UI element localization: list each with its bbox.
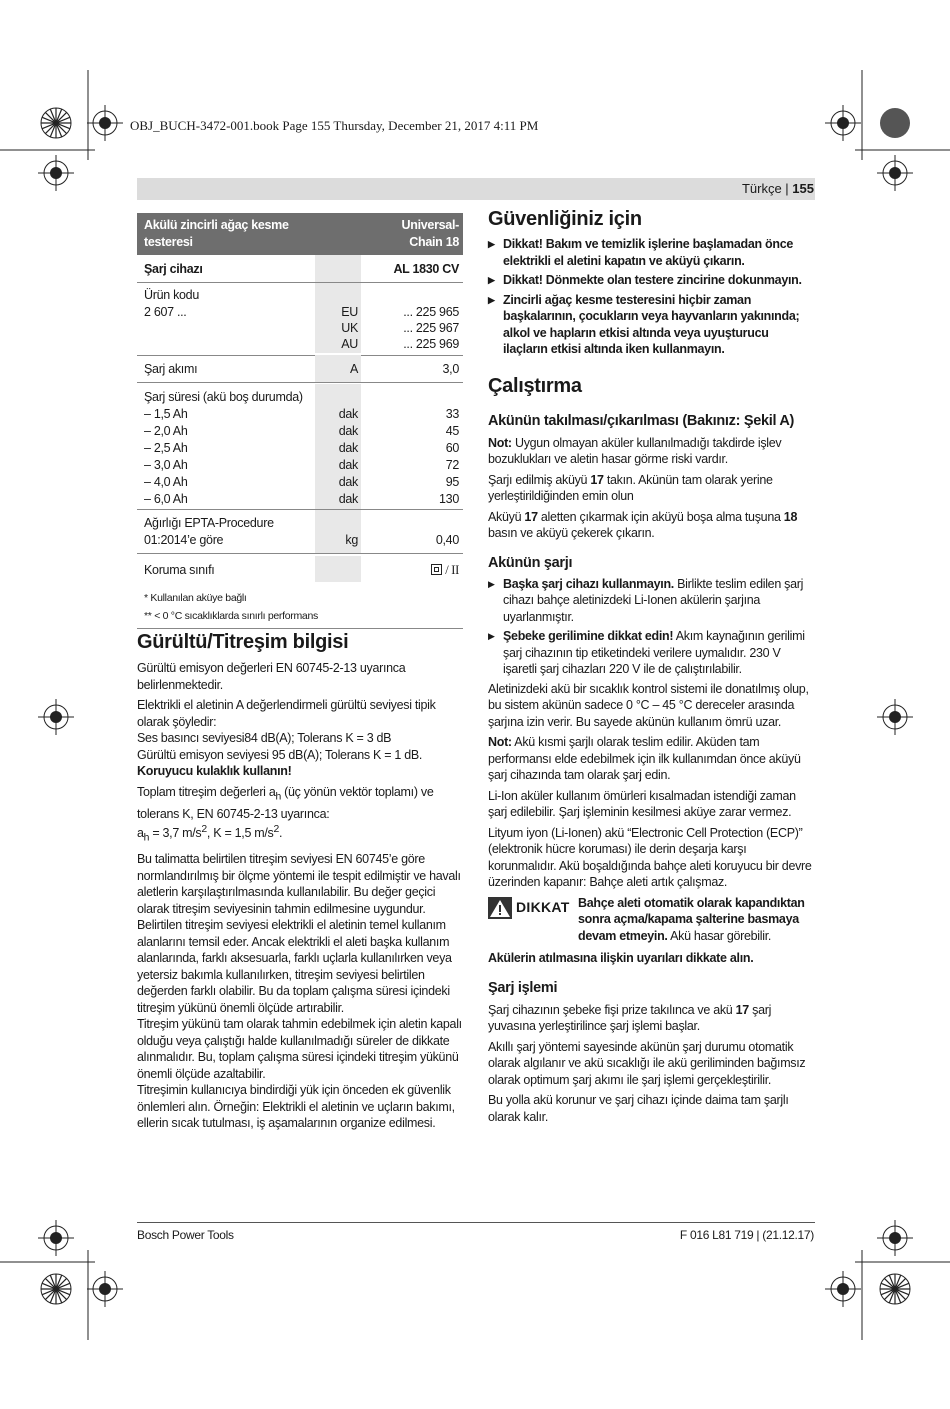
note-1: * Kullanılan aküye bağlı bbox=[144, 592, 247, 604]
registration-target-icon bbox=[825, 105, 861, 141]
ref-17: 17 bbox=[524, 509, 538, 524]
registration-target-icon bbox=[825, 1271, 861, 1307]
warning-block bbox=[488, 895, 815, 945]
registration-target-icon bbox=[87, 1271, 123, 1307]
v-sup: 2 bbox=[273, 824, 280, 835]
charge-time-label: Şarj süresi (akü boş durumda) bbox=[144, 390, 303, 404]
table-note bbox=[137, 590, 463, 608]
warning-label bbox=[488, 897, 570, 919]
warning-word: DIKKAT bbox=[516, 899, 570, 916]
registration-target-icon bbox=[87, 105, 123, 141]
time-unit: dak bbox=[338, 492, 358, 506]
region-uk: UK bbox=[341, 321, 358, 335]
noise-p5: Belirtilen titreşim seviyesi elektrikli el aletinin temel kullanım alanlarını temsil eder. Ancak elektrikli el aleti başka kullanım alanlarında, farklı aksesuarla, farklı uçlarla kullanılırken veya yetersiz bakımla kullanılırken, titreşim seviyesi belirtilen değerden farklı olabilir. Bu da toplam çalışma süresi içindeki titreşim yükünü önemli ölçüde artırabilir. bbox=[137, 918, 452, 1015]
time-unit: dak bbox=[338, 475, 358, 489]
t: aletten çıkarmak için aküyü boşa alma tuşuna bbox=[537, 509, 784, 524]
b: Başka şarj cihazı kullanmayın. bbox=[503, 576, 674, 591]
b: Şebeke gerilimine dikkat edin! bbox=[503, 629, 674, 643]
table-header-row bbox=[137, 213, 463, 255]
safety-bullet-1: ▶ Dikkat! Bakım ve temizlik işlerine başlamadan önce elektrikli el aletini kapatın ve aküyü çıkarın. bbox=[488, 236, 815, 269]
right-column bbox=[488, 207, 815, 1129]
protection-value bbox=[431, 562, 459, 579]
registration-target-icon bbox=[880, 1274, 910, 1304]
noise-p6: Titreşim yükünü tam olarak tahmin edebilmek için aletin kapalı olduğu veya çalıştığı halde kullanılmadığı süreler de dikkate alınmalıdır. Bu, toplam çalışma süresi içindeki titreşim yükünü önemli ölçüde azaltabilir. bbox=[137, 1017, 462, 1081]
registration-target-icon bbox=[38, 155, 74, 191]
weight-label: Ağırlığı EPTA-Procedure bbox=[144, 516, 274, 530]
v-text: (üç yönün vektör toplamı) ve tolerans K, EN 60745-2-13 uyarınca: bbox=[137, 784, 434, 821]
page-header: Türkçe | 155 bbox=[741, 181, 814, 196]
t: Akım kaynağının gerilimi şarj cihazının tip etiketindeki verilere uymalıdır. 230 V işaretli şarj cihazları 220 V ile de çalıştırılabilir. bbox=[503, 629, 805, 676]
time-val: 45 bbox=[445, 424, 459, 438]
registration-target-icon bbox=[877, 699, 913, 735]
time-val: 95 bbox=[445, 475, 459, 489]
note-label: Not: bbox=[488, 435, 512, 450]
disposal-note: Akülerin atılmasına ilişkin uyarıları dikkate alın. bbox=[488, 951, 754, 965]
noise-p4: Bu talimatta belirtilen titreşim seviyesi EN 60745’e göre normlandırılmış bir ölçme yöntemi ile tespit edilmiştir ve havalı aletlerin karşılaştırılmasında kullanılabilir. Bu değer geçici olarak titreşim seviyesinin tahmin edilmesine uygundur. bbox=[137, 852, 461, 916]
time-unit: dak bbox=[338, 424, 358, 438]
weight-value: 0,40 bbox=[435, 533, 459, 547]
note-label: Not: bbox=[488, 735, 512, 749]
code-au: ... 225 969 bbox=[403, 337, 459, 351]
noise-levels bbox=[137, 697, 463, 780]
noise-p2c: Gürültü emisyon seviyesi 95 dB(A); Tolerans K = 1 dB. bbox=[137, 747, 423, 762]
registration-target-icon bbox=[877, 1220, 913, 1256]
note-text: Uygun olmayan aküler kullanılmadığı takdirde işlev bozuklukları ve aletin hasar görme riski vardır. bbox=[488, 435, 782, 466]
charge-bullet-1 bbox=[488, 576, 815, 626]
table-row bbox=[137, 283, 463, 353]
region-au: AU bbox=[341, 337, 358, 351]
noise-p7: Titreşimin kullanıcıya bindirdiği yük için önceden ek güvenlik önlemleri alın. Örneğin: Elektrikli el aletinin ve uçların bakımı, ellerin sıcak tutulması, iş aşamalarının organize edilmesi. bbox=[137, 1083, 455, 1131]
registration-target-icon bbox=[41, 108, 71, 138]
time-val: 60 bbox=[445, 441, 459, 455]
battery-remove-text bbox=[488, 509, 815, 542]
time-cap: – 3,0 Ah bbox=[144, 458, 188, 472]
safety-bullet-3: ▶ Zincirli ağaç kesme testeresini hiçbir zaman başkalarının, çocukların veya hayvanların yakınında; alkol ve hapların etkisi altında veya uyuşturucu ilaçların etkisi altında iken kullanmayın. bbox=[488, 292, 815, 358]
weight-unit: kg bbox=[345, 533, 358, 547]
time-cap: – 2,0 Ah bbox=[144, 424, 188, 438]
time-val: 72 bbox=[445, 458, 459, 472]
table-row bbox=[137, 356, 463, 384]
time-val: 33 bbox=[445, 407, 459, 421]
warning-text: Akü hasar görebilir. bbox=[667, 928, 772, 943]
ecp-text: Lityum iyon (Li-Ionen) akü “Electronic Cell Protection (ECP)” (elektronik hücre koruması) ile derin deşarja karşı korunmalıdır. Akü boşaldığında bahçe aleti koruyucu bir devre üzerinden kapanır: Bahçe aleti artık çalışmaz. bbox=[488, 825, 812, 889]
footer-brand: Bosch Power Tools bbox=[137, 1228, 234, 1242]
battery-charge-title: Akünün şarjı bbox=[488, 554, 573, 571]
charging-text-2: Akıllı şarj yöntemi sayesinde akünün şarj durumu otomatik olarak algılanır ve akü sıcaklığı ile akü geriliminden bağımsız olarak optimum şarj akımı ile şarj işlemi gerçekleştirilir. bbox=[488, 1039, 806, 1087]
charging-text-3: Bu yolla akü korunur ve şarj cihazı içinde daima tam şarjlı olarak kalır. bbox=[488, 1093, 789, 1124]
noise-p2a: Elektrikli el aletinin A değerlendirmeli gürültü seviyesi tipik olarak şöyledir: bbox=[137, 698, 436, 729]
book-info-line: OBJ_BUCH-3472-001.book Page 155 Thursday, December 21, 2017 4:11 PM bbox=[130, 118, 539, 133]
header-band bbox=[137, 178, 815, 200]
code-eu: ... 225 965 bbox=[403, 305, 459, 319]
time-cap: – 6,0 Ah bbox=[144, 492, 188, 506]
safety-bullet-2: ▶ Dikkat! Dönmekte olan testere zincirine dokunmayın. bbox=[488, 272, 815, 289]
ref-17: 17 bbox=[735, 1002, 749, 1017]
table-row bbox=[137, 384, 463, 509]
charger-model: AL 1830 CV bbox=[393, 262, 459, 276]
temperature-text: Aletinizdeki akü bir sıcaklık kontrol sistemi ile donatılmış olup, bu sistem akünün sadece 0 °C – 45 °C dereceler arasında şarjına izin verir. Bu sayede akünün kullanım ömrü uzar. bbox=[488, 681, 809, 729]
code-uk: ... 225 967 bbox=[403, 321, 459, 335]
charging-text-1 bbox=[488, 1002, 815, 1035]
time-cap: – 1,5 Ah bbox=[144, 407, 188, 421]
v-sup: 2 bbox=[201, 824, 207, 835]
t: takın. Akünün tam olarak yerine yerleştirildiğinden emin olun bbox=[488, 472, 773, 503]
noise-p2b: Ses basıncı seviyesi84 dB(A); Tolerans K = 3 dB bbox=[137, 731, 392, 745]
noise-p1: Gürültü emisyon değerleri EN 60745-2-13 uyarınca belirlenmektedir. bbox=[137, 661, 406, 692]
battery-note bbox=[488, 435, 815, 468]
table-row bbox=[137, 556, 463, 582]
current-value: 3,0 bbox=[442, 362, 459, 376]
warning-triangle-icon bbox=[488, 897, 512, 919]
ref-17: 17 bbox=[590, 472, 604, 487]
time-cap: – 4,0 Ah bbox=[144, 475, 188, 489]
ear-protection-warning: Koruyucu kulaklık kullanın! bbox=[137, 764, 292, 778]
note-2: ** < 0 °C sıcaklıklarda sınırlı performans bbox=[144, 610, 318, 622]
battery-insert-title: Akünün takılması/çıkarılması (Bakınız: Şekil A) bbox=[488, 412, 795, 429]
footer-docnum: F 016 L81 719 | (21.12.17) bbox=[679, 1228, 814, 1242]
registration-target-icon bbox=[877, 155, 913, 191]
time-unit: dak bbox=[338, 441, 358, 455]
time-cap: – 2,5 Ah bbox=[144, 441, 188, 455]
v-sub: h bbox=[275, 791, 281, 802]
t: Akü kısmi şarjlı olarak teslim edilir. Aküden tam performansı elde edebilmek için ilk kullanımdan önce aküyü şarj cihazında tam olarak şarj edin. bbox=[488, 735, 801, 782]
ref-18: 18 bbox=[783, 509, 798, 524]
current-label: Şarj akımı bbox=[144, 362, 198, 376]
protection-class-square-icon bbox=[431, 564, 442, 575]
spec-table bbox=[137, 213, 463, 629]
charge-bullet-2 bbox=[488, 628, 815, 678]
registration-target-icon bbox=[38, 1220, 74, 1256]
header-language: Türkçe bbox=[741, 181, 782, 196]
region-eu: EU bbox=[341, 305, 358, 319]
header-product: Akülü zincirli ağaç kesme testeresi bbox=[144, 218, 289, 249]
footer-rule bbox=[137, 1222, 815, 1223]
operation-title: Çalıştırma bbox=[488, 374, 582, 397]
protection-label: Koruma sınıfı bbox=[144, 563, 215, 577]
time-val: 130 bbox=[439, 492, 459, 506]
registration-target-icon bbox=[38, 699, 74, 735]
vibration-values bbox=[137, 784, 463, 848]
v-sub: h bbox=[143, 832, 150, 844]
table-row bbox=[137, 255, 463, 283]
t: Şarj cihazının şebeke fişi prize takılınca ve akü bbox=[488, 1002, 736, 1017]
v-text: Toplam titreşim değerleri a bbox=[137, 784, 276, 799]
page-number: 155 bbox=[792, 181, 814, 196]
v-text: , K = 1,5 m/s bbox=[206, 826, 274, 841]
liion-text: Li-Ion aküler kullanım ömürleri kısalmadan istendiği zaman şarj edilebilir. Şarj işleminin kesilmesi aküye zarar vermez. bbox=[488, 788, 796, 819]
t: şarj yuvasına yerleştirilince şarj işlemi başlar. bbox=[488, 1002, 772, 1033]
registration-target-icon bbox=[880, 108, 910, 138]
v-text: . bbox=[279, 826, 283, 841]
charging-process-title: Şarj işlemi bbox=[488, 979, 558, 996]
noise-title: Gürültü/Titreşim bilgisi bbox=[137, 631, 349, 653]
time-unit: dak bbox=[338, 407, 358, 421]
v-text: a bbox=[137, 826, 144, 841]
t: Şarjı edilmiş aküyü bbox=[488, 472, 591, 487]
table-note bbox=[137, 608, 463, 626]
partial-charge-note bbox=[488, 734, 815, 784]
current-unit: A bbox=[349, 362, 358, 376]
battery-insert-text bbox=[488, 472, 815, 505]
product-code-prefix: 2 607 ... bbox=[144, 305, 187, 319]
t: Birlikte teslim edilen şarj cihazı bahçe aletinizdeki Li-Ionen akülerin şarjına uyarlanmıştır. bbox=[503, 576, 804, 624]
product-code-label: Ürün kodu bbox=[144, 288, 199, 302]
noise-section bbox=[137, 630, 463, 1132]
charger-label: Şarj cihazı bbox=[144, 262, 203, 276]
safety-title: Güvenliğiniz için bbox=[488, 208, 642, 230]
warning-bold: Bahçe aleti otomatik olarak kapandıktan sonra açma/kapama şalterine basmaya devam etmeyin. bbox=[578, 895, 805, 943]
protection-value-text: / II bbox=[445, 563, 459, 577]
time-unit: dak bbox=[338, 458, 358, 472]
header-model: Universal-Chain 18 bbox=[401, 218, 459, 249]
t: Aküyü bbox=[488, 509, 525, 524]
v-text: = 3,7 m/s bbox=[149, 826, 202, 841]
table-row bbox=[137, 512, 463, 556]
weight-label-2: 01:2014’e göre bbox=[144, 533, 224, 547]
t: basın ve aküyü çekerek çıkarın. bbox=[488, 526, 655, 540]
registration-target-icon bbox=[41, 1274, 71, 1304]
